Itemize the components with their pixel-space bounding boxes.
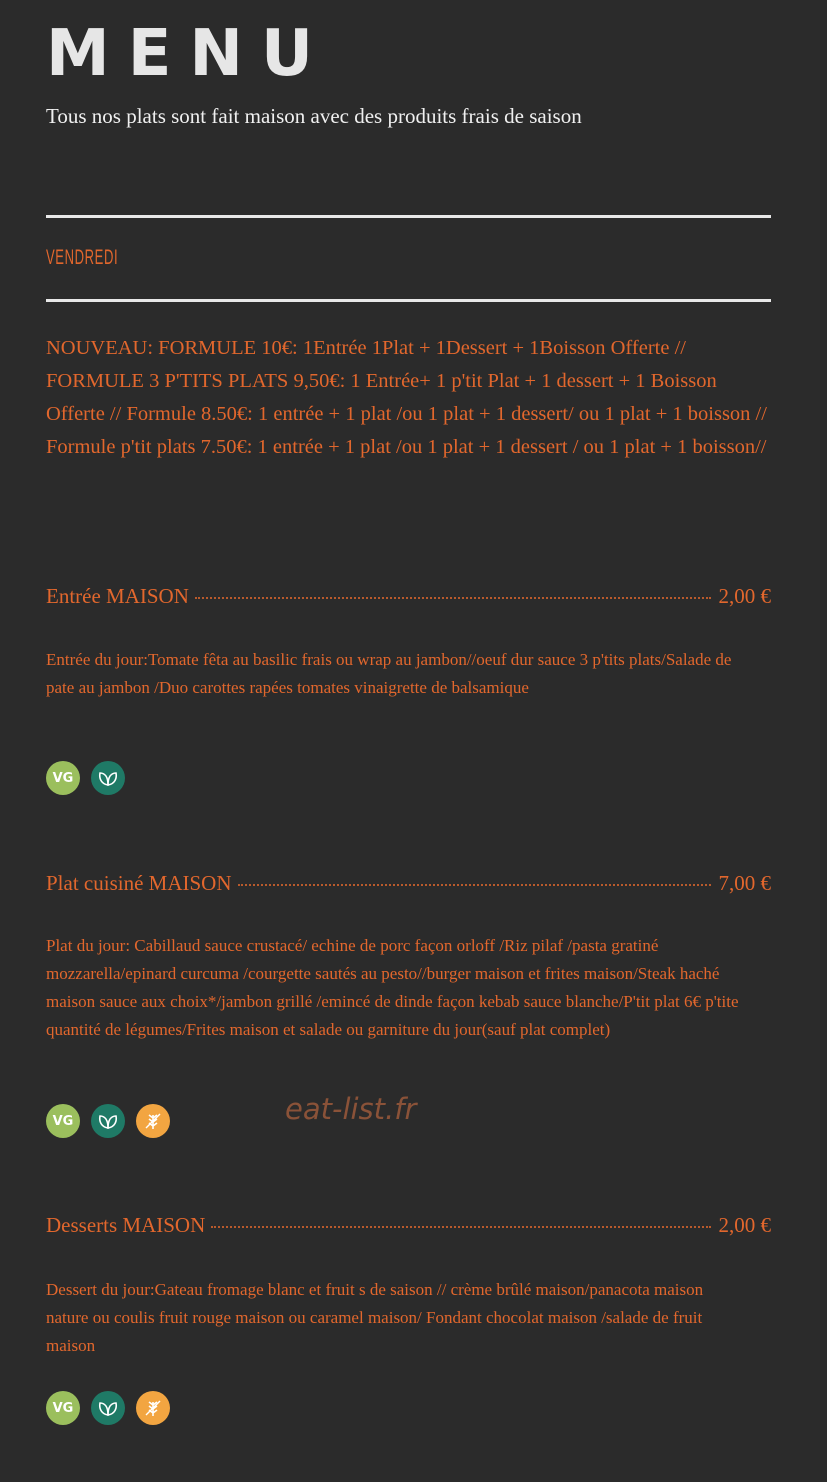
promo-text: NOUVEAU: FORMULE 10€: 1Entrée 1Plat + 1Dessert + 1Boisson Offerte // FORMULE 3 P'TITS PLATS 9,50€: 1 Entrée+ 1 p'tit Plat + 1 dessert + 1 Boisson Offerte // Formule 8.50€: 1 entrée + 1 plat /ou 1 plat + 1 dessert/ ou 1 plat + 1 boisson // Formule p'tit plats 7.50€: 1 entrée + 1 plat /ou 1 plat + 1 dessert / ou 1 plat + 1 boisson// <box>46 337 767 458</box>
leaf-icon <box>91 1104 125 1138</box>
page-subtitle: Tous nos plats sont fait maison avec des produits frais de saison <box>46 104 582 128</box>
dot-leader <box>195 596 711 599</box>
vegan-badge: VG <box>46 1104 80 1138</box>
menu-item-plat <box>46 871 771 901</box>
wheat-icon <box>136 1391 170 1425</box>
diet-badges <box>46 761 125 795</box>
day-heading: VENDREDI <box>46 246 119 269</box>
item-name: Entrée MAISON <box>46 584 189 608</box>
item-name: Desserts MAISON <box>46 1213 206 1237</box>
menu-item-desserts <box>46 1213 771 1243</box>
item-price: 2,00 € <box>718 584 771 608</box>
menu-item-entree <box>46 584 771 614</box>
item-description: Plat du jour: Cabillaud sauce crustacé/ echine de porc façon orloff /Riz pilaf /pasta gratiné mozzarella/epinard curcuma /courgette sautés au pesto//burger maison et frites maison/Steak haché maison sauce aux choix*/jambon grillé /emincé de dinde façon kebab sauce blanche/P'tit plat 6€ p'tite quantité de légumes/Frites maison et salade ou garniture du jour(sauf plat complet) <box>46 936 739 1039</box>
item-description: Dessert du jour:Gateau fromage blanc et fruit s de saison // crème brûlé maison/panacota maison nature ou coulis fruit rouge maison ou caramel maison/ Fondant chocolat maison /salade de fruit maison <box>46 1280 704 1355</box>
dot-leader <box>238 883 711 886</box>
leaf-icon <box>91 761 125 795</box>
page-title: MENU <box>46 17 331 91</box>
watermark-text: eat-list.fr <box>285 1092 417 1126</box>
item-description: Entrée du jour:Tomate fêta au basilic frais ou wrap au jambon//oeuf dur sauce 3 p'tits plats/Salade de pate au jambon /Duo carottes rapées tomates vinaigrette de balsamique <box>46 650 732 697</box>
diet-badges <box>46 1391 170 1425</box>
dot-leader <box>211 1225 710 1228</box>
vegan-badge: VG <box>46 1391 80 1425</box>
item-name: Plat cuisiné MAISON <box>46 871 232 895</box>
wheat-icon <box>136 1104 170 1138</box>
diet-badges <box>46 1104 170 1138</box>
item-price: 7,00 € <box>718 871 771 895</box>
item-price: 2,00 € <box>718 1213 771 1237</box>
divider-top <box>46 215 771 218</box>
vegan-badge: VG <box>46 761 80 795</box>
divider-bottom <box>46 299 771 302</box>
leaf-icon <box>91 1391 125 1425</box>
